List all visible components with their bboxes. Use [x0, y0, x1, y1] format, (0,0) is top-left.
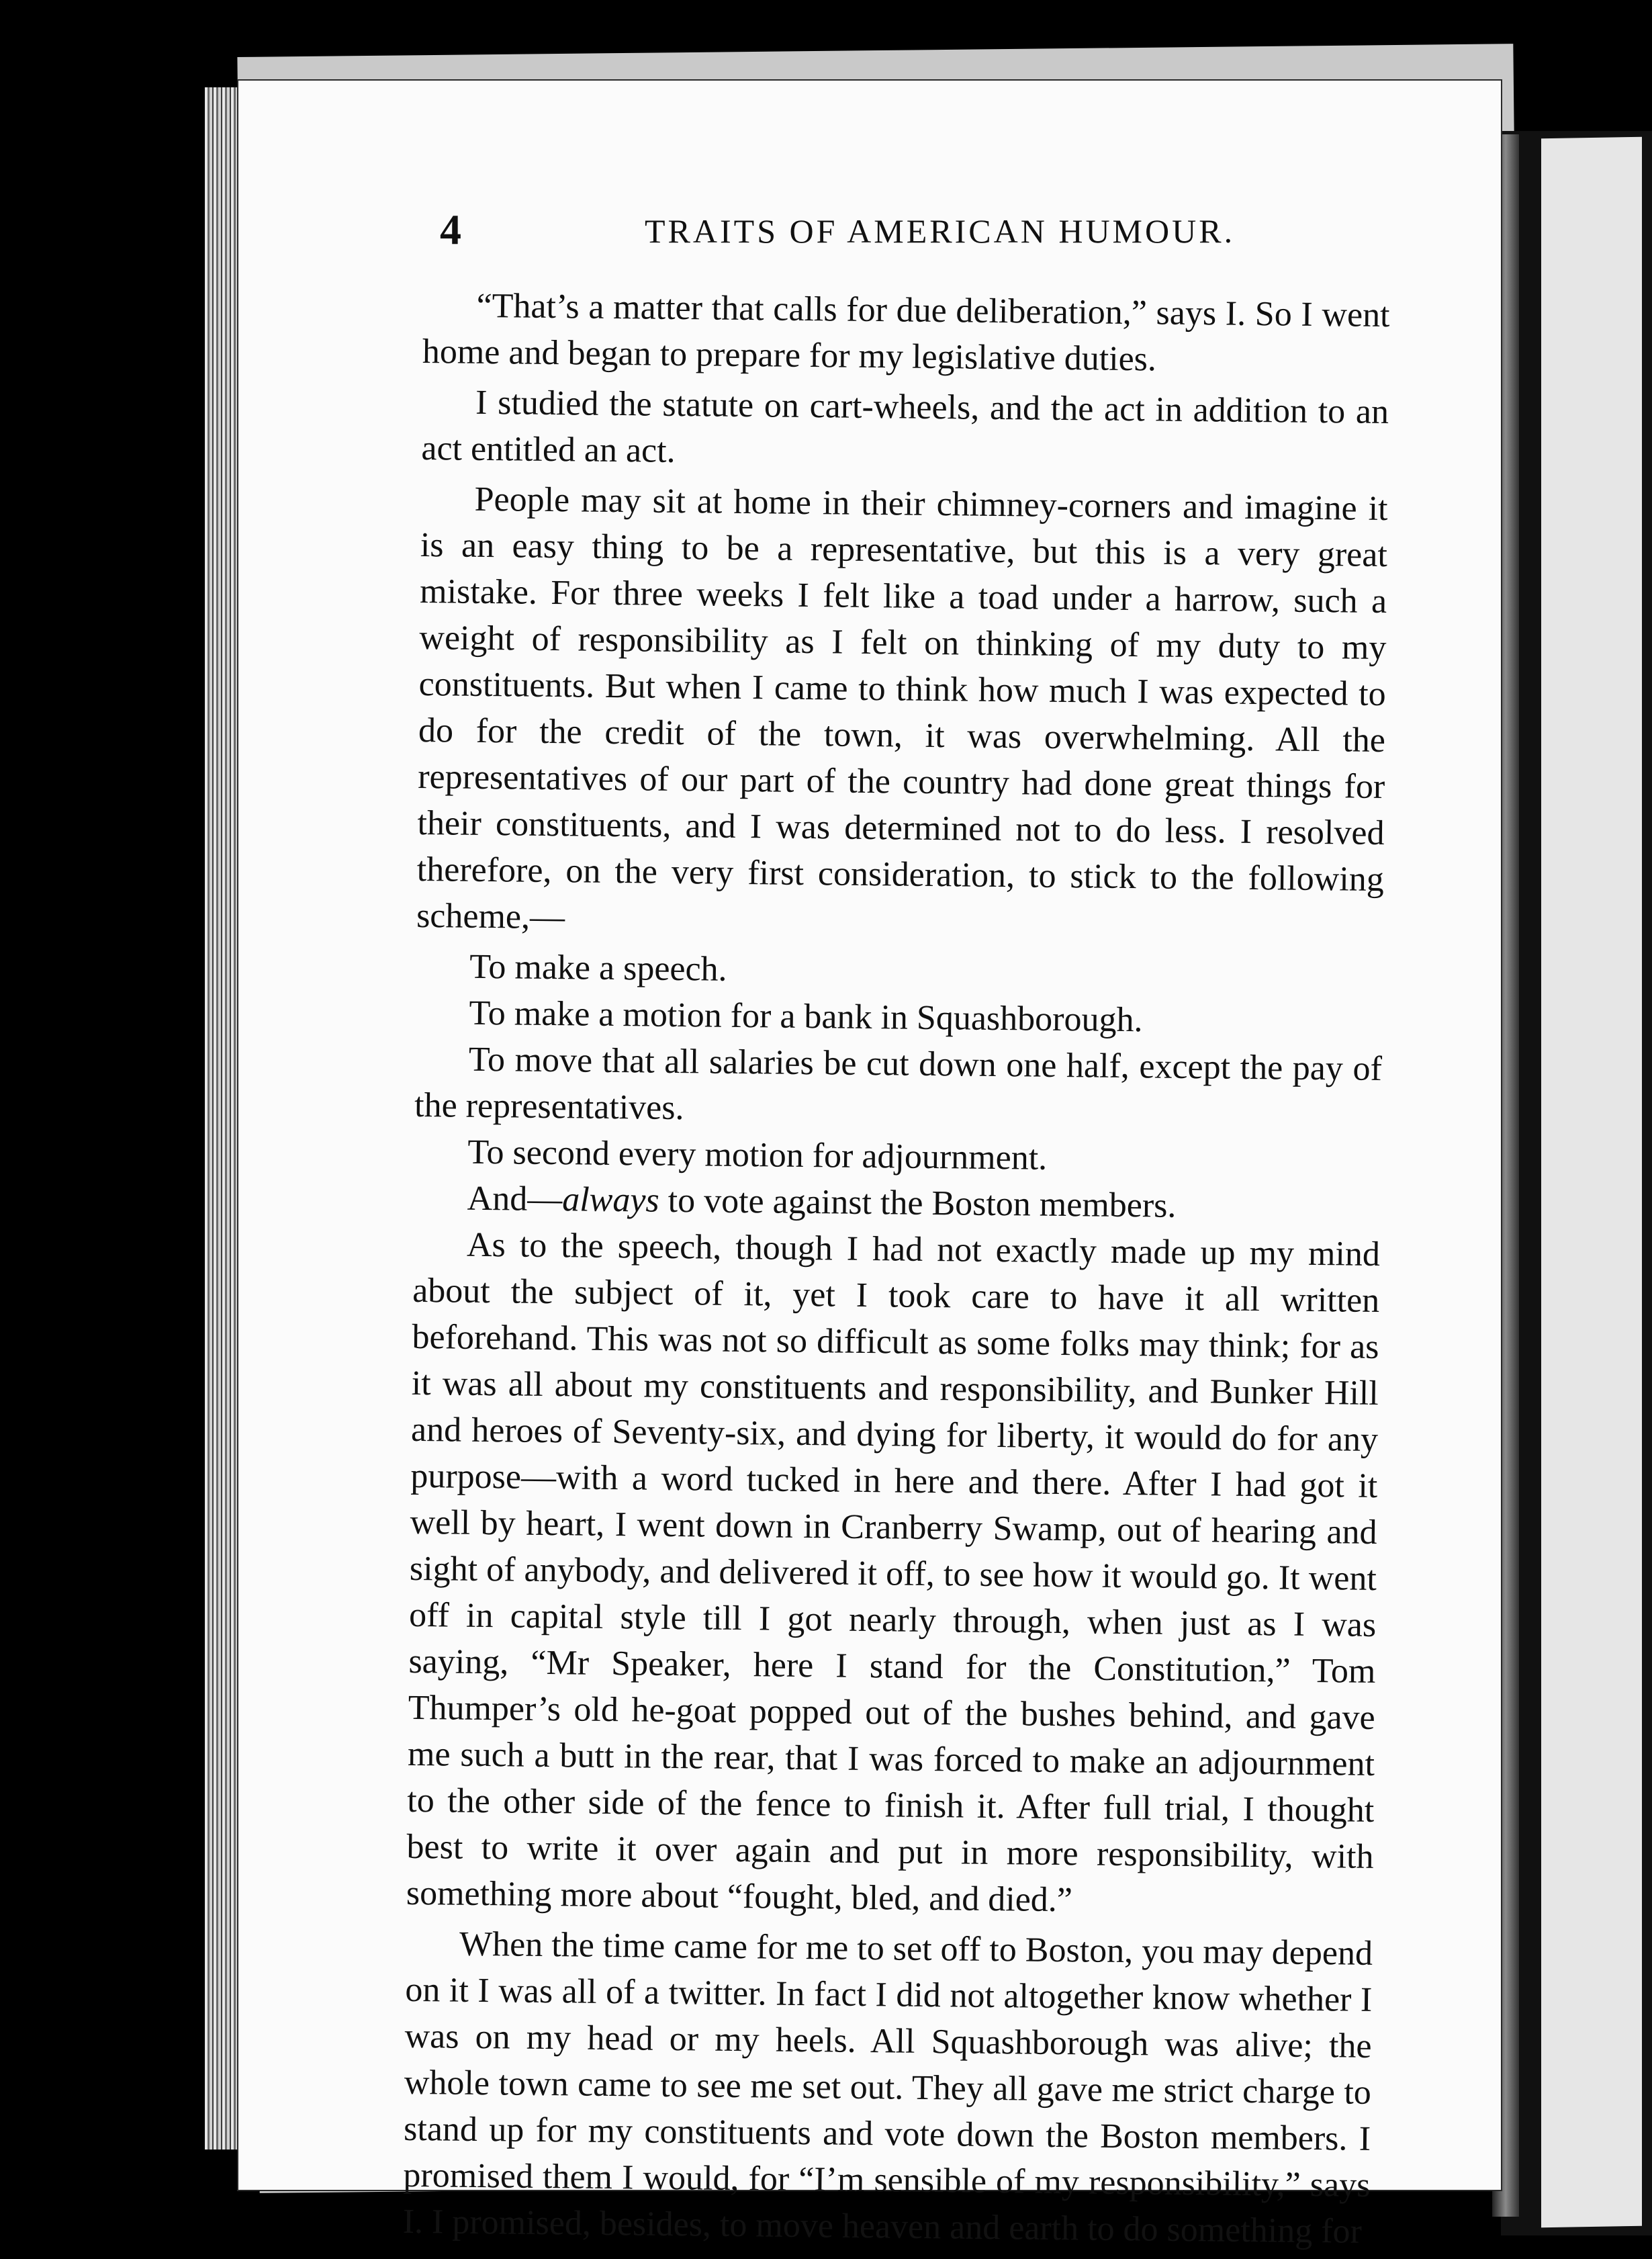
facing-page-edge — [1541, 137, 1642, 2228]
paragraph: People may sit at home in their chimney-corners and imagine it is an easy thing to be a representative, but this is a very great mistake. For three weeks I felt like a toad under a harrow, such a weight of responsibility as I felt on thinking of my duty to my constituents. But when I came to think how much I was expected to do for the credit of the town, it was overwhelming. All the representatives of our part of the country had done great things for their constituents, and I was determined not to do less. I resolved therefore, on the very first consideration, to stick to the following scheme,— — [416, 480, 1388, 937]
scheme-item: To make a speech. — [469, 947, 727, 989]
body-text — [402, 282, 1390, 2259]
scheme-item: To move that all salaries be cut down one half, except the pay of the representatives. — [414, 1040, 1383, 1128]
running-title: TRAITS OF AMERICAN HUMOUR. — [645, 212, 1236, 250]
page-number: 4 — [440, 206, 461, 253]
emphasis-word: always — [561, 1180, 660, 1220]
scheme-item: To second every motion for adjournment. — [467, 1133, 1048, 1178]
scheme-item: To make a motion for a bank in Squashborough. — [469, 993, 1143, 1040]
paragraph: “That’s a matter that calls for due deliberation,” says I. So I went home and began to prepare for my legislative duties. — [422, 286, 1390, 379]
paragraph: I studied the statute on cart-wheels, and the act in addition to an act entitled an act. — [421, 383, 1389, 470]
scheme-item-emphasis: And—always to vote against the Boston members. — [467, 1179, 1177, 1225]
running-head — [238, 205, 1501, 265]
paragraph: When the time came for me to set off to Boston, you may depend on it I was all of a twitter. In fact I did not altogether know whether I was on my head or my heels. All Squashborough was alive; the whole town came to see me set out. They all gave me strict charge to stand up for my constituents and vote down the Boston members. I promised them I would, for “I’m sensible of my responsibility,” says I. I promised, besides, to move heaven and earth to do something for — [402, 1924, 1373, 2251]
book-page — [238, 81, 1501, 2251]
paragraph: As to the speech, though I had not exactly made up my mind about the subject of it, yet I took care to have it all written beforehand. This was not so difficult as some folks may think; for as it was all about my constituents and responsibility, and Bunker Hill and heroes of Seventy-six, and dying for liberty, it would do for any purpose—with a word tucked in here and there. After I had got it well by heart, I went down in Cranberry Swamp, out of hearing and sight of anybody, and delivered it off, to see how it would go. It went off in capital style till I got nearly through, when just as I was saying, “Mr Speaker, here I stand for the Constitution,” Tom Thumper’s old he-goat popped out of the bushes behind, and gave me such a butt in the rear, that I was forced to make an adjournment to the other side of the fence to finish it. After full trial, I thought best to write it over again and put in more responsibility, with something more about “fought, bled, and died.” — [406, 1225, 1381, 1920]
